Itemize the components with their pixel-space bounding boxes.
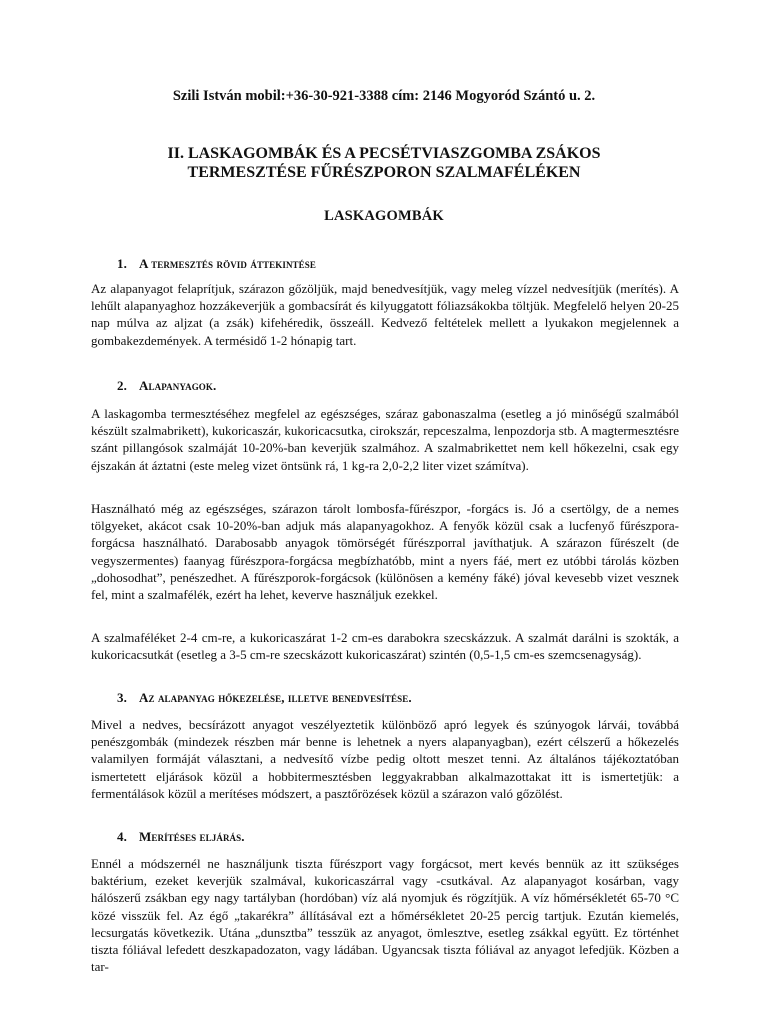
section-heading-text: A termesztés rövid áttekintése xyxy=(139,256,316,271)
contact-header: Szili István mobil:+36-30-921-3388 cím: 2146 Mogyoród Szántó u. 2. xyxy=(172,88,596,104)
section-heading-3 xyxy=(117,690,412,706)
section-number: 4. xyxy=(117,829,127,844)
section-number: 2. xyxy=(117,378,127,393)
section-heading-text: Az alapanyag hőkezelése, illetve benedvesítése. xyxy=(139,690,412,705)
section-number: 3. xyxy=(117,690,127,705)
section-number: 1. xyxy=(117,256,127,271)
paragraph: Mivel a nedves, becsírázott anyagot veszélyeztetik különböző apró legyek és szúnyogok lárvái, továbbá penészgombák (mindezek részben már benne is lehetnek a nyers alapanyagban), ezért célszerű a hőkezelés valamilyen formáját választani, a nedvesítő vízbe pedig oltott meszet tenni. Az általános tájékoztatóban ismertetett eljárások közül a hobbitermesztésben leggyakrabban alkalmazottakat itt is ismertetjük: a fermentálások közül a merítéses módszert, a pasztőrözések közül a szárazon való gőzölést. xyxy=(91,717,679,801)
paragraph: Használható még az egészséges, szárazon tárolt lombosfa-fűrészpor, -forgács is. Jó a csertölgy, de a nemes tölgyeket, akácot csak 10-20%-ban adjuk más alapanyagokhoz. A fenyők közül csak a lucfenyő fűrészpora-forgácsa használható. Darabosabb anyagok tömörségét fűrészporral javíthatjuk. A szárazon fűrészelt (de vegyszermentes) faanyag fűrészpora-forgácsa megbízhatóbb, mint a nyers fáé, mert ez utóbbi tárolás közben „dohosodhat”, penészedhet. A fűrészporok-forgácsok (különösen a kemény fáké) jóval kevesebb vizet vesznek fel, mint a szalmafélék, ezért ha lehet, keverve használjuk ezekkel. xyxy=(91,501,679,603)
section-heading-1 xyxy=(117,256,316,272)
paragraph: Az alapanyagot felaprítjuk, szárazon gőzöljük, majd benedvesítjük, vagy meleg vízzel nedvesítjük (merítés). A lehűlt alapanyaghoz hozzákeverjük a gombacsírát és kilyuggatott fóliazsákokba töltjük. Megfelelő helyen 20-25 nap múlva az aljzat (a zsák) kifehéredik, összeáll. Kedvező feltételek mellett a lyukakon megjelennek a gombakezdemények. A termésidő 1-2 hónapig tart. xyxy=(91,281,679,348)
section-subtitle: LASKAGOMBÁK xyxy=(324,208,444,224)
section-heading-text: Merítéses eljárás. xyxy=(139,829,245,844)
section-heading-2 xyxy=(117,378,216,394)
paragraph: A laskagomba termesztéséhez megfelel az egészséges, száraz gabonaszalma (esetleg a jó minőségű szalmából készült szalmabrikett), kukoricaszár, kukoricacsutka, cirokszár, repceszalma, lenpozdorja stb. A magtermesztésre szánt pillangósok szalmáját 10-20%-ban keverjük szalmához. A szalmabrikettet nem kell hőkezelni, csak egy éjszakán át áztatni (este meleg vizet öntsünk rá, 1 kg-ra 2,0-2,2 liter vizet számítva). xyxy=(91,406,679,473)
paragraph: Ennél a módszernél ne használjunk tiszta fűrészport vagy forgácsot, mert kevés bennük az itt szükséges baktérium, ezeket keverjük szalmával, kukoricaszárral vagy -csutkával. Az alapanyagot kosárban, vagy hálószerű zsákban egy nagy tartályban (hordóban) víz alá nyomjuk és rögzítjük. A víz hőmérsékletét 65-70 °C közé visszük fel. Az égő „takarékra” állításával ezt a hőmérsékletet 20-25 percig tartjuk. Ezután kiemelés, lecsurgatás következik. Utána „dunsztba” tesszük az anyagot, ömlesztve, esetleg zsákkal együtt. Ez történhet tiszta fóliával lefedett deszkapadozaton, vagy ládában. Ugyancsak tiszta fóliával az anyagot lefedjük. Közben a tar- xyxy=(91,856,679,975)
paragraph: A szalmaféléket 2-4 cm-re, a kukoricaszárat 1-2 cm-es darabokra szecskázzuk. A szalmát darálni is szokták, a kukoricacsutkát (esetleg a 3-5 cm-re szecskázott kukoricaszárat) szintén (0,5-1,5 cm-es szemcsenagyság). xyxy=(91,630,679,663)
main-title xyxy=(60,144,708,182)
section-heading-text: Alapanyagok. xyxy=(139,378,217,393)
main-title-line-2: TERMESZTÉSE FŰRÉSZPORON SZALMAFÉLÉKEN xyxy=(187,164,581,181)
main-title-line-1: II. LASKAGOMBÁK ÉS A PECSÉTVIASZGOMBA ZSÁKOS xyxy=(167,145,601,162)
section-heading-4 xyxy=(117,829,245,845)
